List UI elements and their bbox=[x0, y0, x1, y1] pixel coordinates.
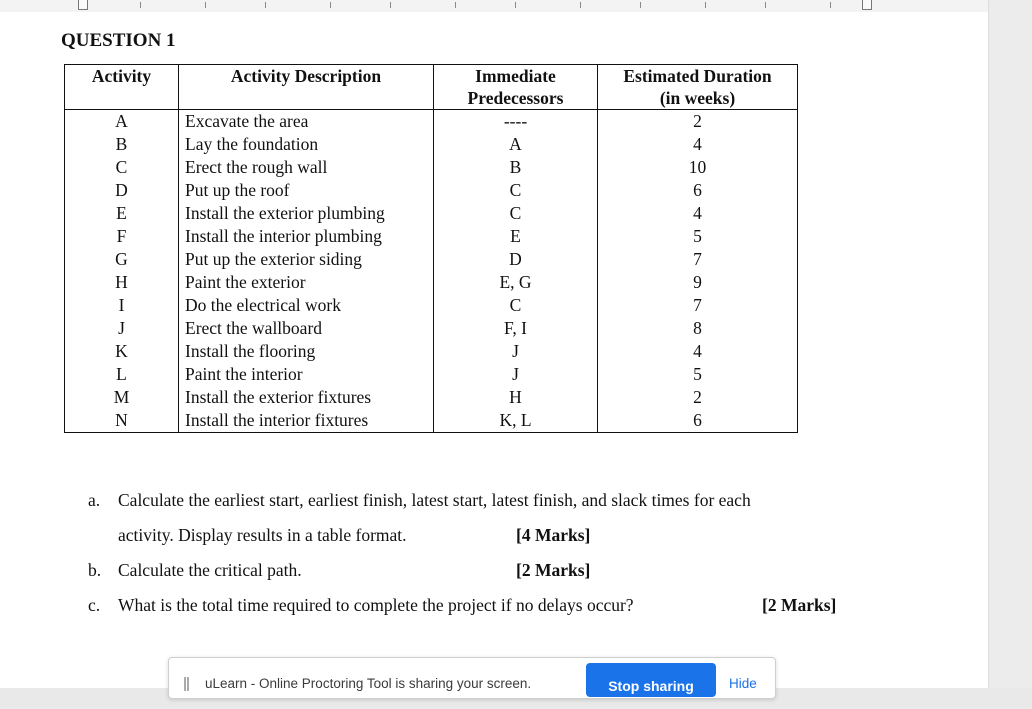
header-pred-line1: Immediate bbox=[475, 66, 556, 86]
cell-predecessors: H bbox=[434, 386, 598, 409]
question-text: activity. Display results in a table format. bbox=[118, 525, 407, 545]
ruler-tick bbox=[830, 2, 831, 8]
cell-activity: M bbox=[65, 386, 179, 409]
ruler-tick bbox=[580, 2, 581, 8]
ruler-tick bbox=[330, 2, 331, 8]
header-predecessors bbox=[434, 65, 598, 110]
cell-predecessors: J bbox=[434, 363, 598, 386]
question-text: Calculate the critical path. bbox=[118, 560, 302, 580]
cell-duration: 5 bbox=[598, 225, 798, 248]
activity-table bbox=[64, 64, 798, 433]
cell-duration: 7 bbox=[598, 294, 798, 317]
table-row bbox=[65, 294, 798, 317]
cell-duration: 7 bbox=[598, 248, 798, 271]
table-row bbox=[65, 225, 798, 248]
ruler-tick bbox=[515, 2, 516, 8]
cell-duration: 4 bbox=[598, 202, 798, 225]
table-row bbox=[65, 409, 798, 433]
left-indent-marker[interactable] bbox=[78, 0, 88, 10]
ruler-tick bbox=[765, 2, 766, 8]
screen-share-bar bbox=[168, 657, 776, 699]
ruler-tick bbox=[205, 2, 206, 8]
cell-description: Install the interior plumbing bbox=[179, 225, 434, 248]
ruler-tick bbox=[140, 2, 141, 8]
cell-duration: 6 bbox=[598, 409, 798, 433]
cell-activity: J bbox=[65, 317, 179, 340]
header-pred-line2: Predecessors bbox=[467, 88, 564, 108]
right-indent-marker[interactable] bbox=[862, 0, 872, 10]
cell-duration: 6 bbox=[598, 179, 798, 202]
header-duration bbox=[598, 65, 798, 110]
question-marks: [4 Marks] bbox=[516, 525, 591, 545]
table-row bbox=[65, 317, 798, 340]
activity-table-body bbox=[65, 110, 798, 433]
cell-activity: N bbox=[65, 409, 179, 433]
cell-description: Excavate the area bbox=[179, 110, 434, 134]
cell-description: Paint the exterior bbox=[179, 271, 434, 294]
question-title: QUESTION 1 bbox=[61, 30, 176, 51]
cell-duration: 5 bbox=[598, 363, 798, 386]
table-row bbox=[65, 363, 798, 386]
table-row bbox=[65, 271, 798, 294]
question-text: Calculate the earliest start, earliest finish, latest start, latest finish, and slack times for each bbox=[118, 490, 751, 510]
ruler-tick bbox=[390, 2, 391, 8]
cell-description: Erect the rough wall bbox=[179, 156, 434, 179]
question-label: b. bbox=[88, 560, 102, 580]
cell-predecessors: K, L bbox=[434, 409, 598, 433]
cell-description: Erect the wallboard bbox=[179, 317, 434, 340]
cell-activity: H bbox=[65, 271, 179, 294]
ruler-tick bbox=[640, 2, 641, 8]
cell-predecessors: F, I bbox=[434, 317, 598, 340]
cell-description: Install the exterior plumbing bbox=[179, 202, 434, 225]
cell-predecessors: A bbox=[434, 133, 598, 156]
vertical-scrollbar[interactable] bbox=[988, 0, 1032, 688]
cell-description: Paint the interior bbox=[179, 363, 434, 386]
cell-duration: 9 bbox=[598, 271, 798, 294]
cell-predecessors: ---- bbox=[434, 110, 598, 134]
cell-predecessors: E, G bbox=[434, 271, 598, 294]
cell-description: Install the flooring bbox=[179, 340, 434, 363]
cell-predecessors: J bbox=[434, 340, 598, 363]
cell-activity: E bbox=[65, 202, 179, 225]
cell-predecessors: D bbox=[434, 248, 598, 271]
cell-activity: G bbox=[65, 248, 179, 271]
cell-activity: F bbox=[65, 225, 179, 248]
cell-activity: L bbox=[65, 363, 179, 386]
cell-predecessors: C bbox=[434, 202, 598, 225]
drag-handle-icon[interactable] bbox=[184, 677, 189, 691]
table-row bbox=[65, 248, 798, 271]
cell-duration: 8 bbox=[598, 317, 798, 340]
question-marks: [2 Marks] bbox=[516, 560, 591, 580]
header-activity: Activity bbox=[65, 65, 179, 110]
cell-duration: 4 bbox=[598, 133, 798, 156]
ruler-tick bbox=[705, 2, 706, 8]
cell-activity: K bbox=[65, 340, 179, 363]
cell-duration: 4 bbox=[598, 340, 798, 363]
cell-activity: C bbox=[65, 156, 179, 179]
table-row bbox=[65, 133, 798, 156]
question-marks: [2 Marks] bbox=[762, 595, 837, 615]
cell-description: Install the exterior fixtures bbox=[179, 386, 434, 409]
cell-activity: I bbox=[65, 294, 179, 317]
cell-description: Install the interior fixtures bbox=[179, 409, 434, 433]
hide-link[interactable]: Hide bbox=[729, 676, 757, 691]
table-header-row bbox=[65, 65, 798, 110]
cell-activity: B bbox=[65, 133, 179, 156]
cell-activity: D bbox=[65, 179, 179, 202]
cell-description: Lay the foundation bbox=[179, 133, 434, 156]
table-row bbox=[65, 340, 798, 363]
question-label: c. bbox=[88, 595, 101, 615]
question-text: What is the total time required to complete the project if no delays occur? bbox=[118, 595, 634, 615]
header-description: Activity Description bbox=[179, 65, 434, 110]
table-row bbox=[65, 386, 798, 409]
table-row bbox=[65, 179, 798, 202]
share-message: uLearn - Online Proctoring Tool is sharing your screen. bbox=[205, 676, 532, 691]
cell-predecessors: C bbox=[434, 294, 598, 317]
table-row bbox=[65, 156, 798, 179]
cell-description: Do the electrical work bbox=[179, 294, 434, 317]
header-dur-line2: (in weeks) bbox=[659, 88, 736, 108]
cell-description: Put up the exterior siding bbox=[179, 248, 434, 271]
cell-predecessors: C bbox=[434, 179, 598, 202]
cell-activity: A bbox=[65, 110, 179, 134]
cell-description: Put up the roof bbox=[179, 179, 434, 202]
cell-duration: 10 bbox=[598, 156, 798, 179]
table-row bbox=[65, 202, 798, 225]
table-row bbox=[65, 110, 798, 134]
stop-sharing-button[interactable]: Stop sharing bbox=[586, 663, 716, 697]
header-dur-line1: Estimated Duration bbox=[623, 66, 772, 86]
cell-predecessors: E bbox=[434, 225, 598, 248]
ruler-tick bbox=[265, 2, 266, 8]
cell-duration: 2 bbox=[598, 386, 798, 409]
cell-predecessors: B bbox=[434, 156, 598, 179]
cell-duration: 2 bbox=[598, 110, 798, 134]
ruler-tick bbox=[455, 2, 456, 8]
question-label: a. bbox=[88, 490, 101, 510]
